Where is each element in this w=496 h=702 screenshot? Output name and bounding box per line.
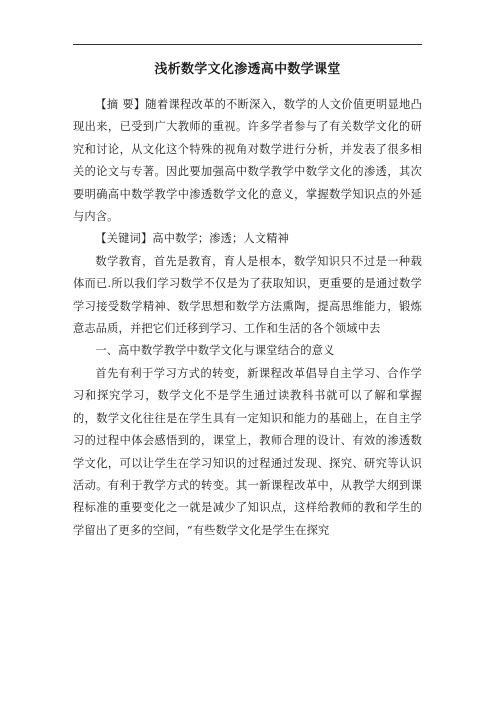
- body-paragraph: 首先有利于学习方式的转变，新课程改革倡导自主学习、合作学习和探究学习，数学文化不是学生通过读教科书就可以了解和掌握的，数学文化往往是在学生具有一定知识和能力的基础上，在自主学习的过程中体会感悟到的，课堂上，教师合理的设计、有效的渗透数学文化，可以让学生在学习知识的过程通过发现、探究、研究等认识活动。有利于教学方式的转变。其一新课程改革中，从教学大纲到课程标准的重要变化之一就是减少了知识点，这样给教师的教和学生的学留出了更多的空间，“有些数学文化是学生在探究: [73, 366, 422, 537]
- abstract-paragraph: 【摘 要】随着课程改革的不断深入，数学的人文价值更明显地凸现出来，已受到广大教师的重视。许多学者参与了有关数学文化的研究和讨论，从文化这个特殊的视角对数学进行分析，并发表了很多相关的论文与专著。因此要加强高中数学教学中数学文化的渗透，其次要明确高中数学教学中渗透数学文化的意义，掌握数学知识点的外延与内含。: [73, 98, 422, 224]
- document-title: 浅析数学文化渗透高中数学课堂: [154, 62, 341, 77]
- intro-paragraph: 数学教育，首先是教育，育人是根本，数学知识只不过是一种载体而已.所以我们学习数学不仅是为了获取知识，更重要的是通过数学学习接受数学精神、数学思想和数学方法熏陶，提高思维能力，锻炼意志品质，并把它们迁移到学习、工作和生活的各个领域中去: [73, 254, 422, 336]
- section-heading: 一、高中数学教学中数学文化与课堂结合的意义: [95, 344, 335, 358]
- header-rule: [73, 44, 422, 45]
- document-body: [73, 94, 422, 542]
- keywords-paragraph: 【关键词】高中数学；渗透；人文精神: [95, 232, 289, 246]
